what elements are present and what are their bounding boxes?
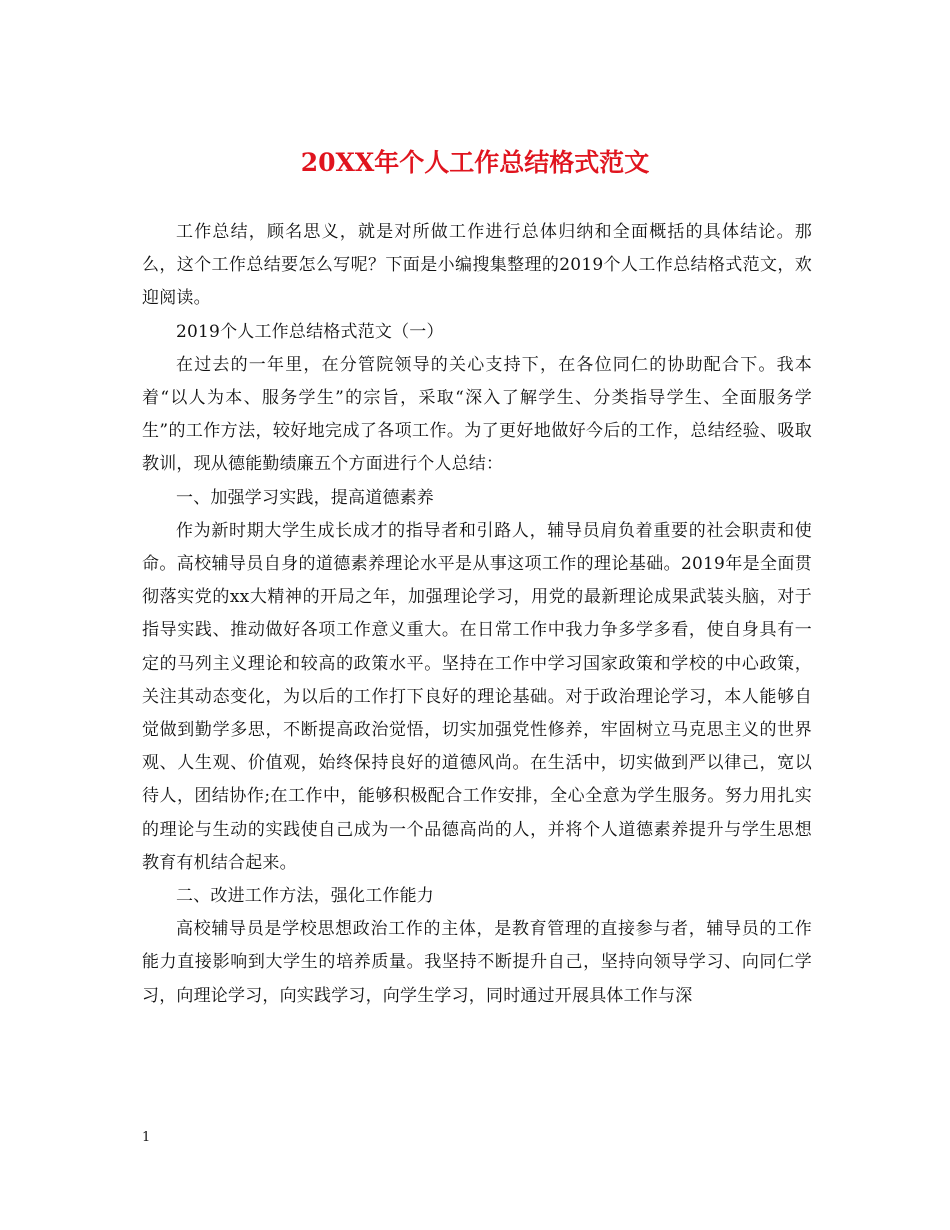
section-heading-sample-one: 2019个人工作总结格式范文（一） — [176, 321, 444, 342]
paragraph-work-methods: 高校辅导员是学校思想政治工作的主体，是教育管理的直接参与者，辅导员的工作能力直接影响到大学生的培养质量。我坚持不断提升自己，坚持向领导学习、向同仁学习，向理论学习，向实践学习，向学生学习，同时通过开展具体工作与深 — [142, 919, 812, 1006]
document-body — [142, 216, 812, 1013]
section-heading-work-methods: 二、改进工作方法，强化工作能力 — [176, 886, 434, 907]
paragraph-study-practice: 作为新时期大学生成长成才的指导者和引路人，辅导员肩负着重要的社会职责和使命。高校辅导员自身的道德素养理论水平是从事这项工作的理论基础。2019年是全面贯彻落实党的xx大精神的开局之年，加强理论学习，用党的最新理论成果武装头脑，对于指导实践、推动做好各项工作意义重大。在日常工作中我力争多学多看，使自身具有一定的马列主义理论和较高的政策水平。坚持在工作中学习国家政策和学校的中心政策，关注其动态变化，为以后的工作打下良好的理论基础。对于政治理论学习，本人能够自觉做到勤学多思，不断提高政治觉悟，切实加强党性修养，牢固树立马克思主义的世界观、人生观、价值观，始终保持良好的道德风尚。在生活中，切实做到严以律己，宽以待人，团结协作;在工作中，能够积极配合工作安排，全心全意为学生服务。努力用扎实的理论与生动的实践使自己成为一个品德高尚的人，并将个人道德素养提升与学生思想教育有机结合起来。 — [142, 520, 812, 873]
paragraph-intro: 工作总结，顾名思义，就是对所做工作进行总体归纳和全面概括的具体结论。那么，这个工作总结要怎么写呢？下面是小编搜集整理的2019个人工作总结格式范文，欢迎阅读。 — [142, 222, 812, 309]
section-heading-study-practice: 一、加强学习实践，提高道德素养 — [176, 487, 434, 508]
page-number: 1 — [142, 1130, 151, 1145]
paragraph-overview: 在过去的一年里，在分管院领导的关心支持下，在各位同仁的协助配合下。我本着“以人为本、服务学生”的宗旨，采取“深入了解学生、分类指导学生、全面服务学生”的工作方法，较好地完成了各项工作。为了更好地做好今后的工作，总结经验、吸取教训，现从德能勤绩廉五个方面进行个人总结： — [142, 354, 812, 475]
page-title: 20XX年个人工作总结格式范文 — [300, 148, 650, 177]
